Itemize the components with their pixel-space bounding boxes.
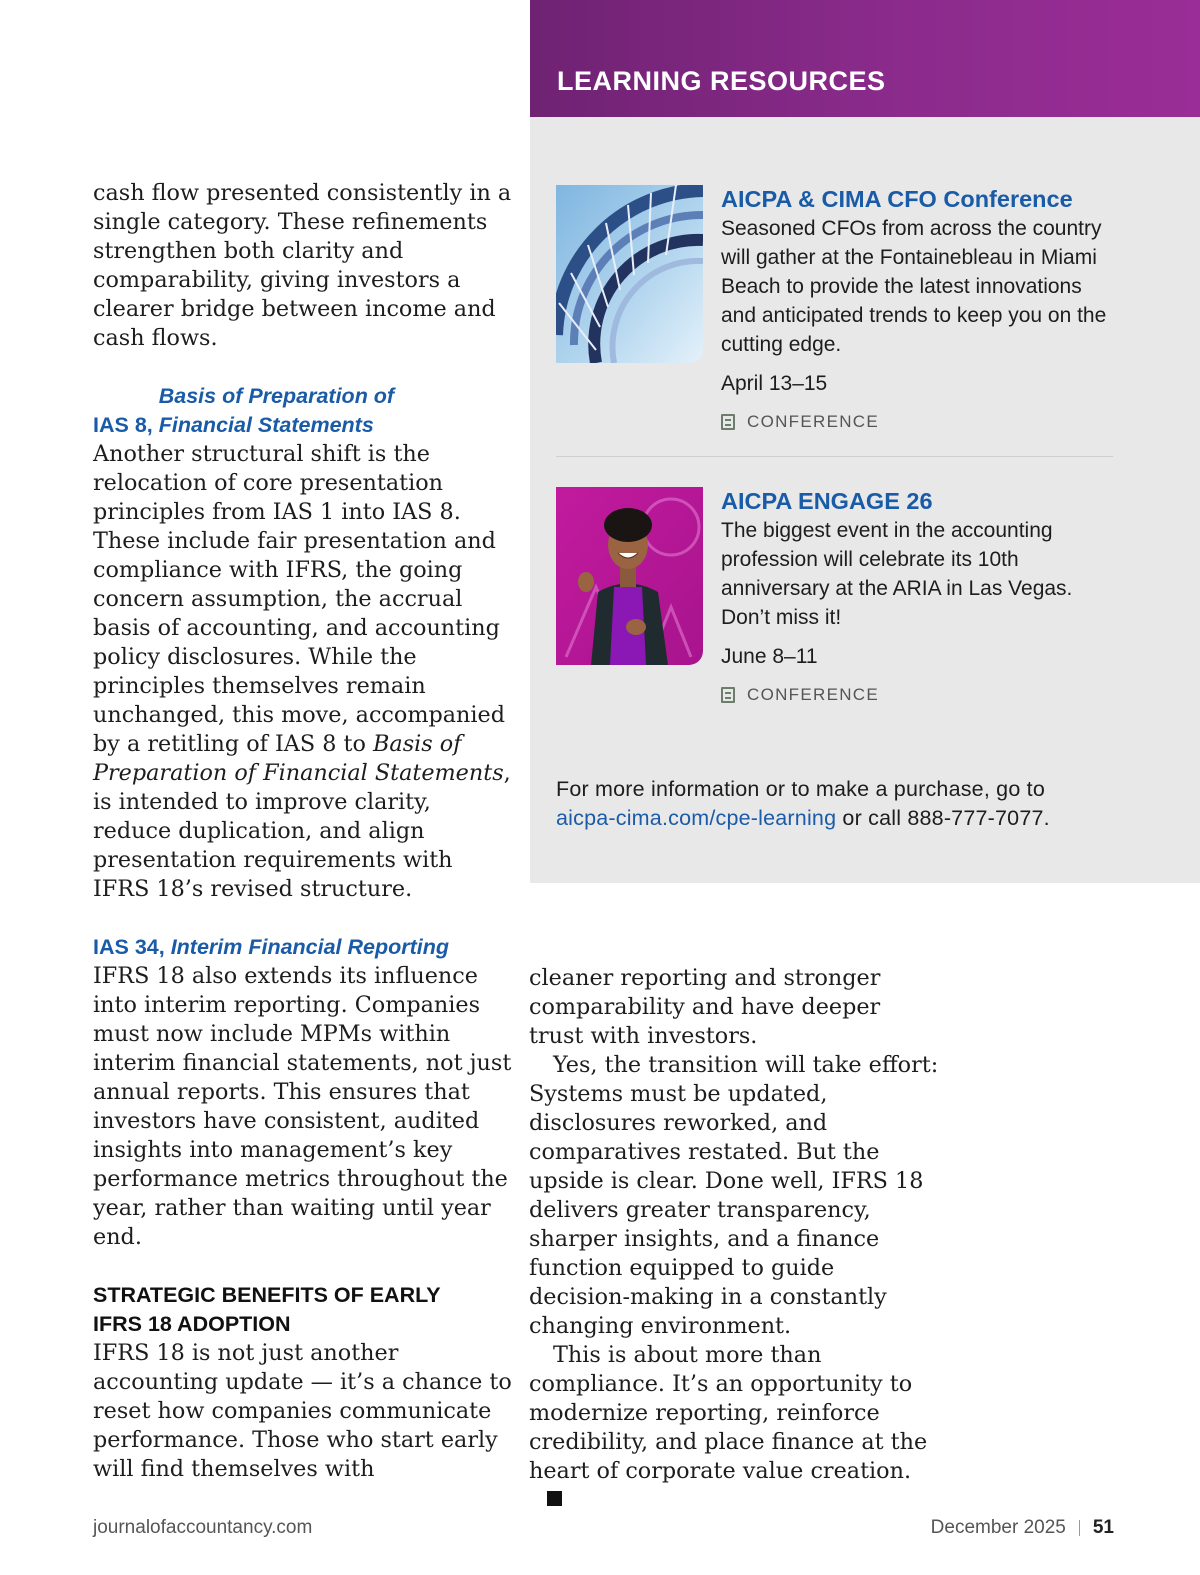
footer-site[interactable]: journalofaccountancy.com [93, 1517, 313, 1538]
event-cfo-conference-body [721, 185, 1121, 432]
paragraph-conclusion-text: This is about more than compliance. It’s an opportunity to modernize reporting, reinforce credibility, and place finance at the heart of corporate value creation. [529, 1342, 928, 1484]
article-left-column [93, 179, 513, 1484]
footer-issue-info [931, 1517, 1114, 1539]
sidebar-footer-phone: or call 888-777-7077. [836, 806, 1050, 830]
event-title[interactable]: AICPA ENGAGE 26 [721, 488, 933, 514]
paragraph-cash-flow: cash flow presented consistently in a single category. These refinements strengthen both clarity and comparability, giving investors a clearer bridge between income and cash flows. [93, 180, 512, 351]
sidebar-footer [556, 775, 1156, 833]
subhead-ias34 [93, 933, 513, 962]
sidebar-footer-line2 [556, 804, 1156, 833]
paragraph-transition: Yes, the transition will take effort: Systems must be updated, disclosures reworked, and comparatives restated. But the upside is clear. Done well, IFRS 18 delivers greater transparency, sharper insights, and a finance function equipped to guide decision-making in a constantly changing environment. [529, 1052, 939, 1339]
event-date: June 8–11 [721, 645, 818, 668]
subhead-ias8 [93, 382, 513, 440]
document-icon [721, 414, 735, 430]
building-facade-photo [556, 185, 703, 363]
document-icon [721, 687, 735, 703]
sidebar-footer-line1: For more information or to make a purchase, go to [556, 777, 1045, 801]
footer-issue: December 2025 [930, 1517, 1066, 1538]
subhead-strategic-line2: IFRS 18 ADOPTION [93, 1312, 291, 1336]
event-description: Seasoned CFOs from across the country will gather at the Fontainebleau in Miami Beach to provide the latest innovations and anticipated trends to keep you on the cutting edge. [721, 217, 1107, 356]
event-description: The biggest event in the accounting profession will celebrate its 10th anniversary at the ARIA in Las Vegas. Don’t miss it! [721, 519, 1073, 629]
subhead-ias34-code: IAS 34 [93, 935, 159, 959]
paragraph-ias8-italic: Basis of Preparation of Financial Statements [93, 731, 504, 786]
paragraph-continuation: cleaner reporting and stronger comparability and have deeper trust with investors. [529, 965, 881, 1049]
event-tag [721, 685, 1121, 705]
subhead-strategic-line1: STRATEGIC BENEFITS OF EARLY [93, 1283, 441, 1307]
article-right-column [529, 964, 939, 1515]
paragraph-ias34: IFRS 18 also extends its influence into interim reporting. Companies must now include MPMs within interim financial statements, not just annual reports. This ensures that investors have consistent, audited insights into management’s key performance metrics throughout the year, rather than waiting until year end. [93, 963, 512, 1250]
end-of-article-mark [547, 1491, 562, 1506]
event-tag-label: CONFERENCE [747, 685, 880, 704]
subhead-ias34-title: Interim Financial Reporting [170, 935, 450, 959]
cpe-learning-link[interactable]: aicpa-cima.com/cpe-learning [556, 806, 837, 830]
sidebar-title: LEARNING RESOURCES [557, 66, 886, 96]
subhead-ias8-code: IAS 8 [93, 413, 147, 437]
sidebar-header [530, 0, 1200, 117]
event-divider [556, 456, 1113, 457]
footer-separator [1079, 1520, 1080, 1536]
event-tag [721, 412, 1121, 432]
page-number: 51 [1092, 1517, 1114, 1538]
event-engage-26-body [721, 487, 1121, 705]
subhead-ias8-sep: , [146, 413, 159, 437]
paragraph-ias8-part2: , is intended to improve clarity, reduce duplication, and align presentation requirements with IFRS 18’s revised structure. [93, 760, 511, 902]
subhead-ias8-title: Basis of Preparation of Financial Statements [158, 384, 395, 437]
paragraph-conclusion [529, 1341, 939, 1515]
paragraph-strategic: IFRS 18 is not just another accounting update — it’s a chance to reset how companies communicate performance. Those who start early will find themselves with [93, 1340, 512, 1482]
paragraph-ias8-part1: Another structural shift is the relocation of core presentation principles from IAS 1 into IAS 8. These include fair presentation and compliance with IFRS, the going concern assumption, the accrual basis of accounting, and accounting policy disclosures. While the principles themselves remain unchanged, this move, accompanied by a retitling of IAS 8 to [93, 441, 506, 757]
paragraph-ias8 [93, 440, 513, 904]
event-tag-label: CONFERENCE [747, 412, 880, 431]
learning-resources-sidebar [530, 0, 1200, 883]
event-title[interactable]: AICPA & CIMA CFO Conference [721, 186, 1073, 212]
event-date: April 13–15 [721, 372, 828, 395]
subhead-ias34-sep: , [158, 935, 171, 959]
smiling-man-photo [556, 487, 703, 665]
